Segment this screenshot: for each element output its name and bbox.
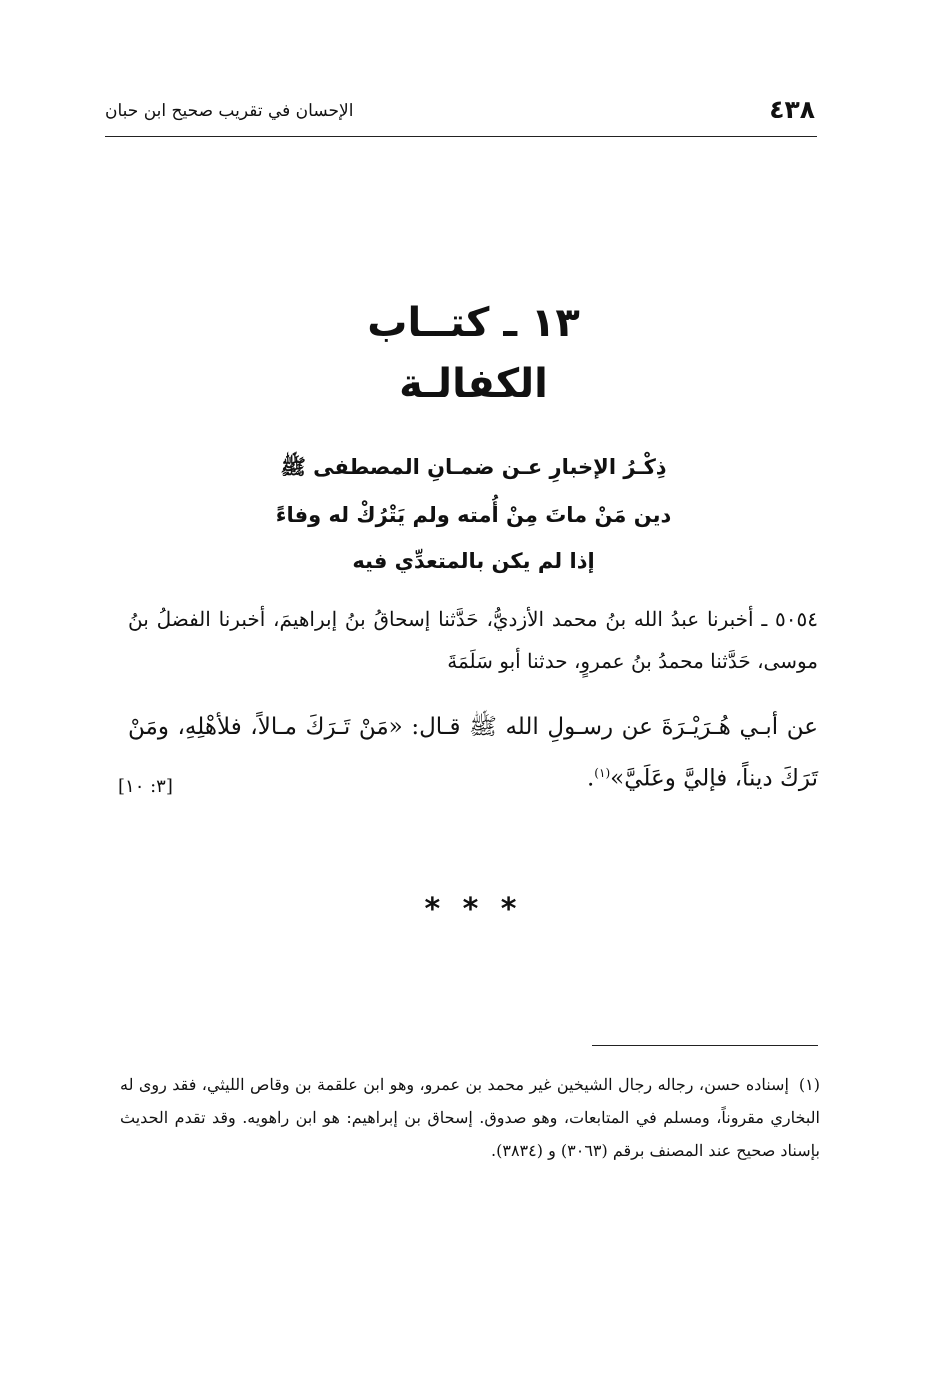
section-separator: * * * [424,892,523,927]
page-number: ٤٣٨ [769,95,815,124]
footnote-marker: (١) [798,1075,820,1094]
hadith-end-mark: . [586,765,595,792]
section-title-line-3: إذا لم يكن بالمتعدِّي فيه [352,549,595,573]
hadith-matn-text: عن أبـي هُـرَيْـرَةَ عن رسـولِ الله ﷺ قـال: «مَنْ تَـرَكَ مـالاً، فلأهْلِهِ، ومَنْ تَرَكَ ديناً، فإليَّ وعَلَيَّ» [128,714,818,792]
book-title: الإحسان في تقريب صحيح ابن حبان [105,101,354,121]
footnote-reference: (١) [594,766,611,780]
section-title-line-1: ذِكْـرُ الإخبارِ عـن ضمـانِ المصطفى ﷺ [280,455,667,479]
footnote-text: إسناده حسن، رجاله رجال الشيخين غير محمد بن عمرو، وهو ابن علقمة بن وقاص الليثي، فقد روى له البخاري مقروناً، ومسلم في المتابعات، وهو صدوق. إسحاق بن إبراهيم: هو ابن راهويه. وقد تقدم الحديث بإسناد صحيح عند المصنف برقم (٣٠٦٣) و (٣٨٣٤). [120,1075,820,1160]
header-divider [105,136,817,137]
hadith-isnad: ٥٠٥٤ ـ أخبرنا عبدُ الله بنُ محمد الأزديُّ، حَدَّثنا إسحاقُ بنُ إبراهيمَ، أخبرنا الفضلُ بنُ موسى، حَدَّثنا محمدُ بنُ عمروٍ، حدثنا أبو سَلَمَةَ [128,607,818,673]
chapter-number: ١٣ ـ كتــاب [367,300,580,346]
hadith-reference: [٣: ١٠] [118,776,173,797]
hadith-matn [128,704,818,802]
footnote-divider [592,1045,818,1046]
chapter-title: الكفالـة [399,361,548,407]
running-header [105,92,815,132]
footnote [120,1068,820,1167]
section-title-line-2: دين مَنْ ماتَ مِنْ أُمته ولم يَتْرُكْ له وفاءً [275,503,672,527]
